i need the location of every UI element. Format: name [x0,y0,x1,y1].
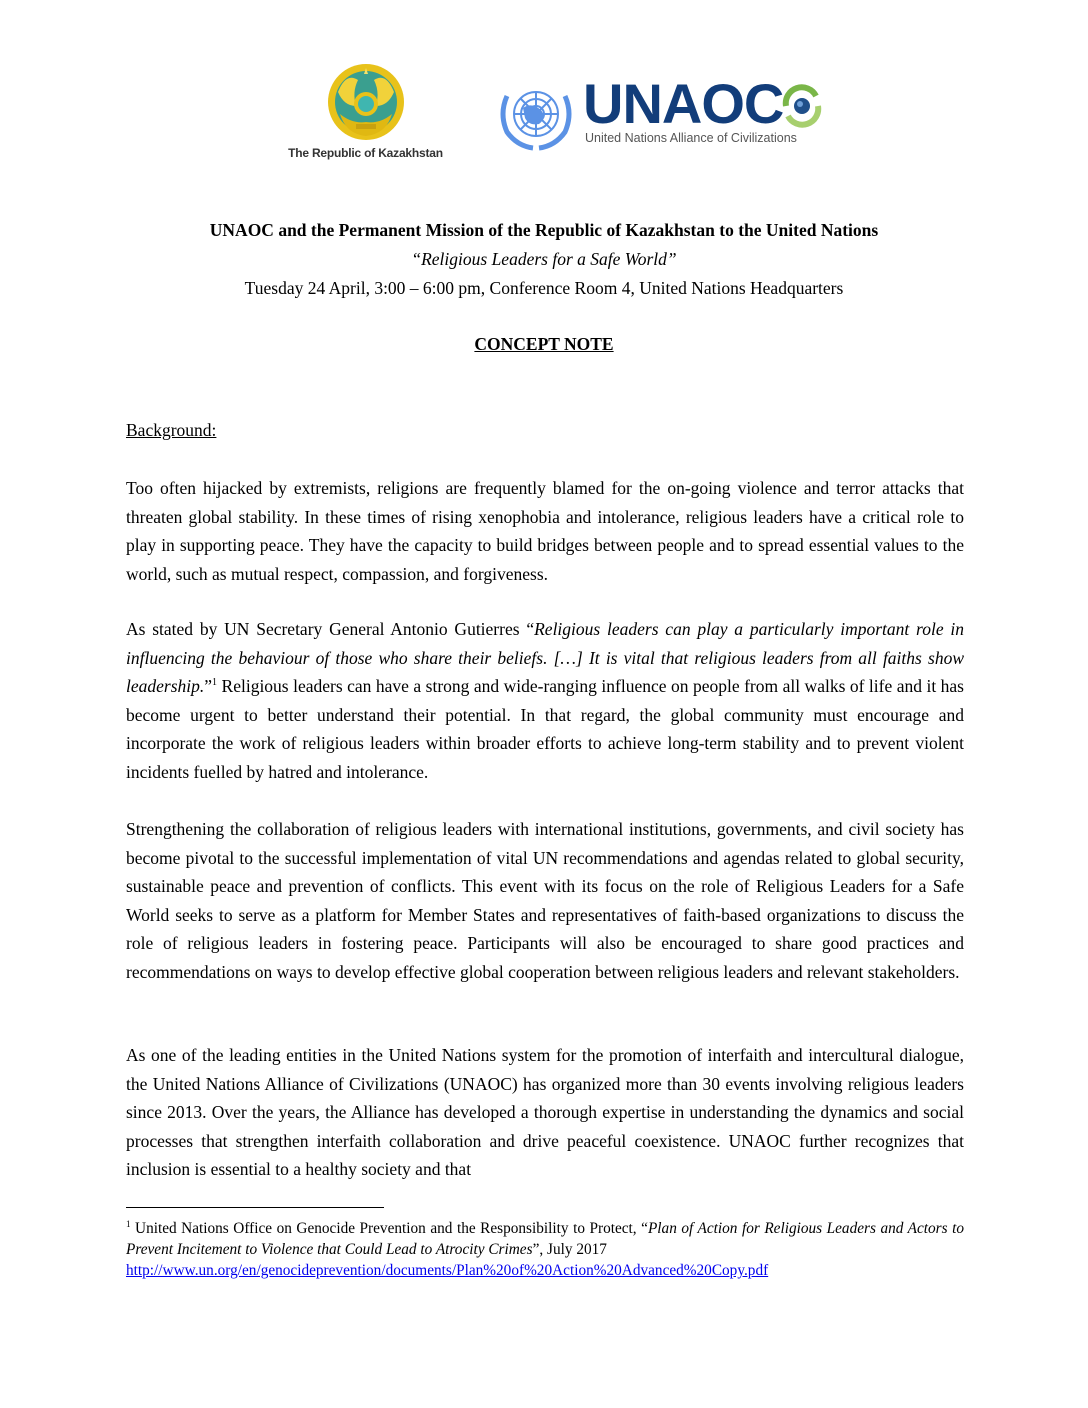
quote-intro: As stated by UN Secretary General Antonio Gutierres “ [126,619,535,639]
paragraph-2-rest: Religious leaders can have a strong and wide-ranging influence on people from all walks of life and it has become urgent to better understand their potential. In that regard, the global community must encourage and incorporate the work of religious leaders within broader efforts to achieve long-term stability and to prevent violent incidents fuelled by hatred and intolerance. [126,676,964,782]
paragraph-1 [126,474,964,588]
footnote-date: ”, July 2017 [532,1241,607,1258]
unaoc-subtitle: United Nations Alliance of Civilizations [585,131,797,145]
secretary-general-quote: Religious leaders can play a particularly important role in influencing the behaviour of those who share their beliefs. […] It is vital that religious leaders from all faiths show leadership. [126,619,964,697]
paragraph-2 [126,615,964,787]
event-date-location: Tuesday 24 April, 3:00 – 6:00 pm, Conference Room 4, United Nations Headquarters [244,278,844,298]
background-heading: Background: [126,420,217,440]
footnote-1 [126,1218,964,1281]
footnote-title: Plan of Action for Religious Leaders and Actors to Prevent Incitement to Violence that Could Lead to Atrocity Crimes [126,1220,964,1258]
concept-note-heading: CONCEPT NOTE [474,334,614,354]
paragraph-1-text: Too often hijacked by extremists, religions are frequently blamed for the on-going violence and terror attacks that threaten global stability. In these times of rising xenophobia and intolerance, religious leaders have a critical role to play in supporting peace. They have the capacity to build bridges between people and to spread essential values to the world, such as mutual respect, compassion, and forgiveness. [126,478,964,584]
un-emblem-icon [497,80,575,152]
unaoc-swirl-icon [780,84,824,128]
footnote-divider [126,1207,384,1208]
paragraph-3-text: Strengthening the collaboration of religious leaders with international institutions, governments, and civil society has become pivotal to the successful implementation of vital UN recommendations and agendas related to global security, sustainable peace and prevention of conflicts. This event with its focus on the role of Religious Leaders for a Safe World seeks to serve as a platform for Member States and representatives of faith-based organizations to discuss the role of religious leaders in fostering peace. Participants will also be encouraged to share good practices and recommendations on ways to develop effective global cooperation between religious leaders and relevant stakeholders. [126,819,964,982]
paragraph-4-text: As one of the leading entities in the United Nations system for the promotion of interfaith and intercultural dialogue, the United Nations Alliance of Civilizations (UNAOC) has organized more than 30 events involving religious leaders since 2013. Over the years, the Alliance has developed a thorough expertise in understanding the dynamics and social processes that strengthen interfaith collaboration and drive peaceful coexistence. UNAOC further recognizes that inclusion is essential to a healthy society and that [126,1045,964,1180]
kazakhstan-caption: The Republic of Kazakhstan [288,146,443,160]
document-title: UNAOC and the Permanent Mission of the Republic of Kazakhstan to the United Nations [209,220,879,240]
quote-close: ” [204,676,213,697]
event-name: “Religious Leaders for a Safe World” [411,249,677,269]
paragraph-3 [126,815,964,987]
paragraph-4 [126,1041,964,1184]
unaoc-wordmark: UNAOC [583,72,784,135]
footnote-reference[interactable]: 1 [212,677,218,689]
kazakhstan-logo [283,62,448,167]
unaoc-logo [497,72,827,155]
footnote-number: 1 [126,1219,131,1229]
footnote-link[interactable]: http://www.un.org/en/genocideprevention/documents/Plan%20of%20Action%20Advanced%20Copy.pdf [126,1262,769,1279]
footnote-text: United Nations Office on Genocide Prevention and the Responsibility to Protect, “ [130,1220,648,1237]
logo-header [0,62,1088,172]
kazakhstan-emblem-icon [326,62,406,142]
